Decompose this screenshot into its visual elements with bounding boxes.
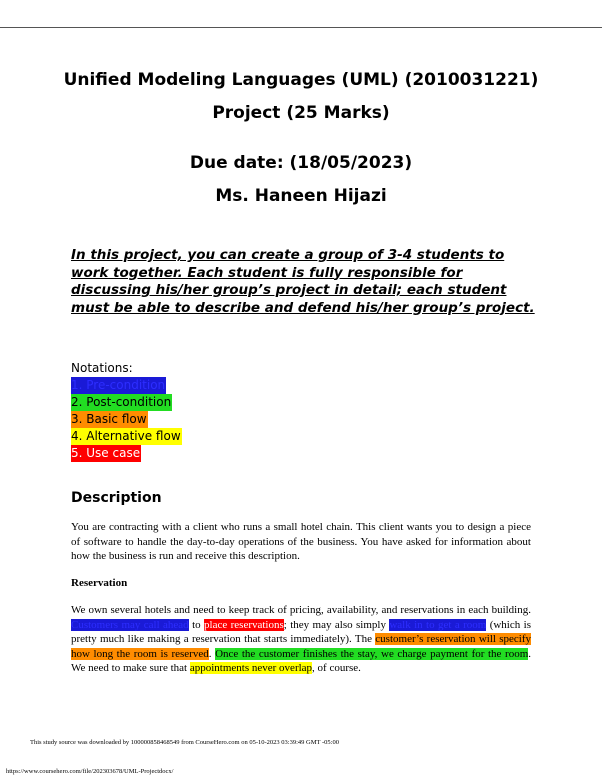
notation-item <box>71 445 182 462</box>
due-date: Due date: (18/05/2023) <box>189 153 413 173</box>
highlight-usecase: place reservations <box>204 618 284 631</box>
notation-list <box>71 377 182 462</box>
reservation-text: . <box>208 647 216 660</box>
highlight-alt: appointments never overlap <box>189 662 313 674</box>
reservation-text: (which is pretty much like making a reservation that starts immediately). The <box>71 618 531 645</box>
reservation-text: to <box>188 618 205 631</box>
notation-label: 1. Pre-condition <box>71 378 166 392</box>
description-heading: Description <box>71 490 162 506</box>
notation-item <box>71 377 182 394</box>
notations-title: Notations: <box>71 361 133 375</box>
reservation-text: . We need to make sure that <box>71 647 532 674</box>
notation-item <box>71 428 182 445</box>
notation-item <box>71 411 182 428</box>
notation-label: 4. Alternative flow <box>71 429 181 443</box>
course-title: Unified Modeling Languages (UML) (2010031221) <box>63 70 539 90</box>
project-intro: In this project, you can create a group of 3-4 students to work together. Each student is fully responsible for discussing his/her group’s project in detail; each student must be able to describe and defend his/her group’s project. <box>71 247 535 316</box>
project-title: Project (25 Marks) <box>212 103 390 123</box>
notation-label: 2. Post-condition <box>71 395 172 409</box>
notation-label: 5. Use case <box>71 446 141 460</box>
highlight-pre: Customers may call ahead <box>71 618 189 631</box>
reservation-text: We own several hotels and need to keep track of pricing, availability, and reservations in each building. <box>71 604 531 616</box>
source-url: https://www.coursehero.com/file/202303678/UML-Projectdocx/ <box>6 768 174 775</box>
reservation-text: ; they may also simply <box>283 618 390 631</box>
download-source-note: This study source was downloaded by 100000858468549 from CourseHero.com on 05-10-2023 03:39:49 GMT -05:00 <box>30 739 339 746</box>
reservation-text: , of course. <box>312 662 361 674</box>
reservation-paragraph <box>71 603 531 676</box>
instructor-name: Ms. Haneen Hijazi <box>215 186 387 206</box>
notation-label: 3. Basic flow <box>71 412 147 426</box>
reservation-heading: Reservation <box>71 577 128 589</box>
highlight-basic: customer’s reservation will specify how long the room is reserved <box>71 633 531 660</box>
top-rule <box>0 27 602 28</box>
highlight-pre: walk in to get a room <box>389 618 487 631</box>
highlight-post: Once the customer finishes the stay, we charge payment for the room <box>215 647 529 660</box>
notations-legend <box>71 360 182 462</box>
notation-item <box>71 394 182 411</box>
description-paragraph: You are contracting with a client who runs a small hotel chain. This client wants you to design a piece of software to handle the day-to-day operations of the business. You have asked for information about how the business is run and receive this description. <box>71 521 531 562</box>
